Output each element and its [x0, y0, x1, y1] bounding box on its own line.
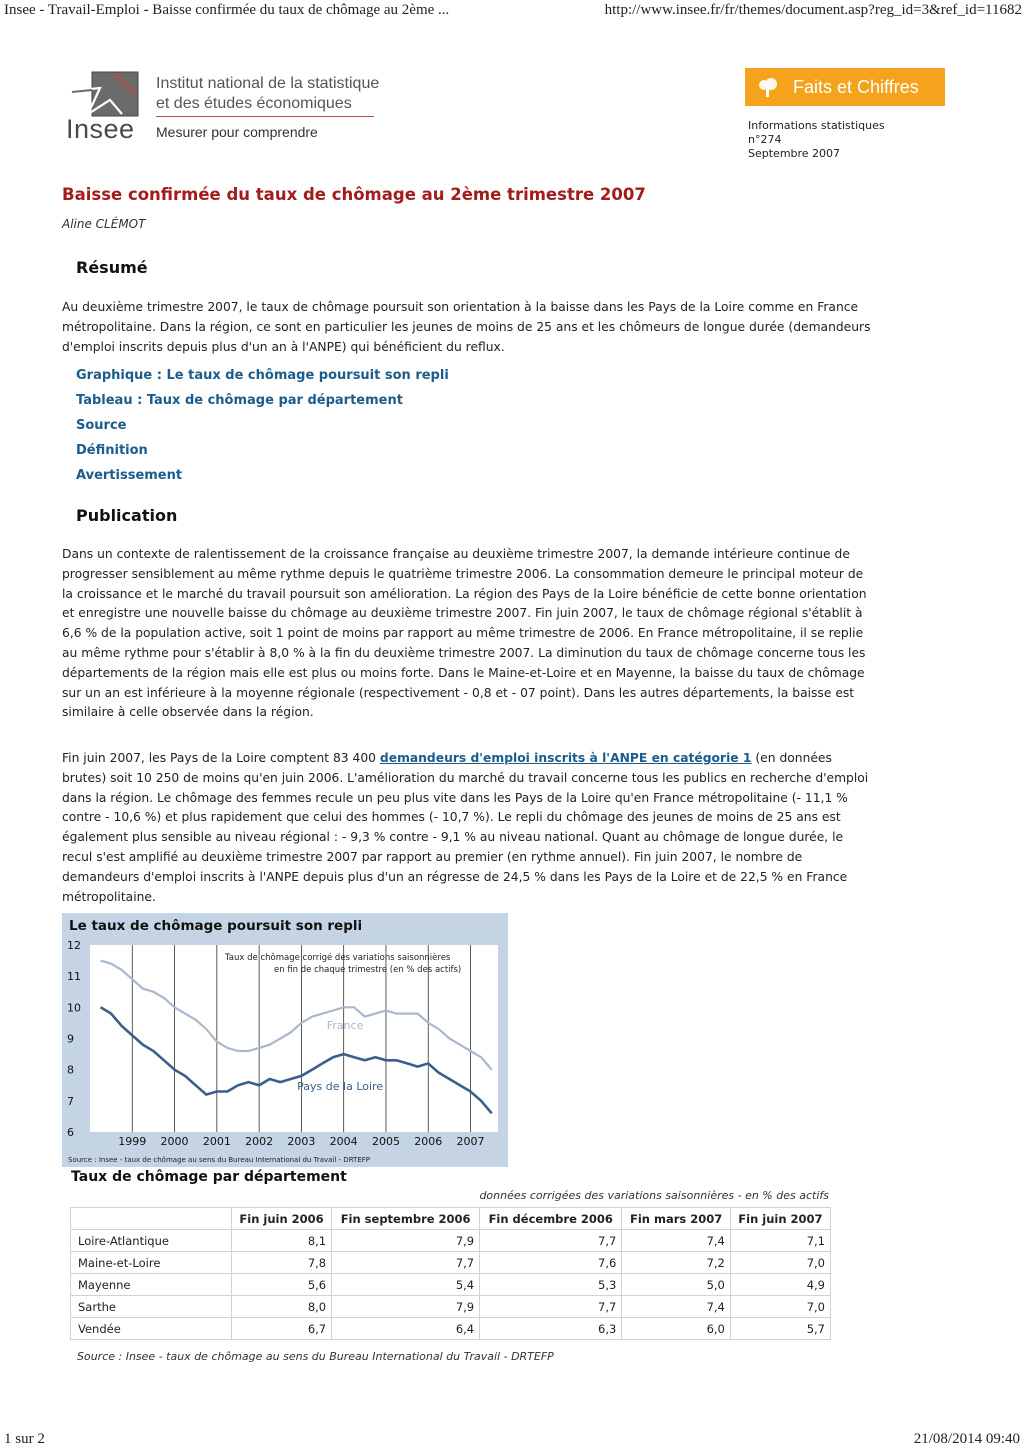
table-cell: 5,3	[480, 1274, 622, 1296]
chart-annotation-line-2: en fin de chaque trimestre (en % des actifs)	[274, 965, 462, 975]
link-demandeurs-emploi[interactable]: demandeurs d'emploi inscrits à l'ANPE en catégorie 1	[379, 751, 752, 765]
table-cell: 7,6	[480, 1252, 622, 1274]
table-cell: Vendée	[71, 1318, 232, 1340]
faits-et-chiffres-badge[interactable]	[745, 68, 945, 106]
table-title: Taux de chômage par département	[71, 1169, 347, 1185]
table-cell: 7,0	[730, 1296, 830, 1318]
publication-date: Septembre 2007	[748, 147, 841, 160]
print-footer-datetime: 21/08/2014 09:40	[913, 1431, 1020, 1447]
table-header-cell: Fin juin 2007	[730, 1208, 830, 1230]
paragraph-2-start: Fin juin 2007, les Pays de la Loire comptent 83 400	[62, 751, 380, 765]
table-cell: 5,7	[730, 1318, 830, 1340]
x-tick-label: 2002	[245, 1135, 274, 1148]
institute-name	[156, 74, 379, 114]
table-cell: 5,4	[332, 1274, 480, 1296]
y-tick-label: 11	[67, 970, 81, 984]
table-header-cell	[71, 1208, 232, 1230]
table-cell: Sarthe	[71, 1296, 232, 1318]
y-tick-label: 9	[67, 1032, 74, 1046]
table-cell: 7,9	[332, 1230, 480, 1252]
x-tick-label: 2006	[414, 1135, 443, 1148]
y-tick-label: 7	[67, 1094, 74, 1108]
summary-text: Au deuxième trimestre 2007, le taux de chômage poursuit son orientation à la baisse dans les Pays de la Loire comme en France métropolitaine. Dans la région, ce sont en particulier les jeunes de moins de 25 ans et les chômeurs de longue durée (demandeurs d'emploi inscrits depuis plus d'un an à l'ANPE) qui bénéficient du reflux.	[62, 300, 871, 354]
table-header-cell: Fin mars 2007	[622, 1208, 731, 1230]
table-cell: 7,4	[622, 1230, 731, 1252]
x-tick-label: 2005	[371, 1135, 400, 1148]
insee-wordmark: Insee	[66, 114, 135, 144]
paragraph-2-end: (en données brutes) soit 10 250 de moins qu'en juin 2006. L'amélioration du marché du travail concerne tous les publics en recherche d'emploi dans la région. Le chômage des femmes recule un peu plus vite dans les Pays de la Loire qu'en France métropolitaine (- 11,1 % contre - 10,6 %) et plus rapidement que celui des hommes (- 10,7 %). Le repli du chômage des jeunes de moins de 25 ans est également plus sensible au niveau régional : - 9,3 % contre - 9,1 % au niveau national. Quant au chômage de longue durée, le recul s'est amplifié au deuxième trimestre 2007 par rapport au premier (en rythme annuel). Fin juin 2007, le nombre de demandeurs d'emploi inscrits à l'ANPE depuis plus d'un an régresse de 24,5 % dans les Pays de la Loire et de 22,5 % en France métropolitaine.	[62, 751, 869, 904]
print-footer	[0, 1428, 1024, 1448]
publication-paragraph-2	[62, 749, 877, 907]
table-cell: 7,7	[480, 1296, 622, 1318]
table-cell: 7,7	[332, 1252, 480, 1274]
publication-paragraph-1: Dans un contexte de ralentissement de la croissance française au deuxième trimestre 2007, la demande intérieure continue de progresser sensiblement au même rythme depuis le quatrième trimestre 2006. La consommation demeure le principal moteur de la croissance et le marché du travail poursuit son amélioration. La région des Pays de la Loire bénéficie de cette bonne orientation et enregistre une nouvelle baisse du chômage au deuxième trimestre 2007. Fin juin 2007, le taux de chômage régional s'établit à 6,6 % de la population active, soit 1 point de moins par rapport au même trimestre de 2006. En France métropolitaine, il se replie au même rythme pour s'établir à 8,0 % à la fin du deuxième trimestre 2007. La diminution du taux de chômage concerne tous les départements de la région mais elle est plus ou moins forte. Dans le Maine-et-Loire et en Mayenne, la baisse du taux de chômage sur un an est inférieure à la moyenne régionale (respectivement - 0,8 et - 07 point). Dans les autres départements, la baisse est similaire à celle observée dans la région.	[62, 547, 867, 720]
chart-title: Le taux de chômage poursuit son repli	[69, 918, 363, 934]
x-tick-label: 2003	[287, 1135, 316, 1148]
x-tick-label: 2001	[202, 1135, 231, 1148]
table-row	[71, 1296, 831, 1318]
print-header-url[interactable]: http://www.insee.fr/fr/themes/document.asp?reg_id=3&ref_id=11682	[604, 2, 1022, 18]
table-cell: 6,0	[622, 1318, 731, 1340]
table-header-cell: Fin juin 2006	[232, 1208, 332, 1230]
chart-source: Source : Insee - taux de chômage au sens du Bureau International du Travail - DRTEFP	[68, 1156, 371, 1164]
department-table	[70, 1207, 831, 1340]
table-header-row	[71, 1208, 831, 1230]
article-title: Baisse confirmée du taux de chômage au 2ème trimestre 2007	[62, 185, 646, 204]
y-tick-label: 12	[67, 939, 81, 952]
link-tableau[interactable]: Tableau : Taux de chômage par département	[76, 393, 403, 408]
table-cell: 7,2	[622, 1252, 731, 1274]
publication-series: Informations statistiques	[748, 119, 885, 132]
x-tick-label: 1999	[118, 1135, 147, 1148]
print-header-title: Insee - Travail-Emploi - Baisse confirmée du taux de chômage au 2ème ...	[4, 2, 450, 18]
link-avertissement[interactable]: Avertissement	[76, 468, 183, 483]
unemployment-chart-plot	[62, 913, 508, 1167]
publication-heading: Publication	[76, 506, 178, 525]
badge-label: Faits et Chiffres	[793, 77, 919, 97]
table-row	[71, 1318, 831, 1340]
series-label: France	[326, 1019, 364, 1033]
table-cell: Maine-et-Loire	[71, 1252, 232, 1274]
print-header	[0, 2, 1024, 22]
x-tick-label: 2007	[456, 1135, 485, 1148]
table-cell: Loire-Atlantique	[71, 1230, 232, 1252]
publication-number: n°274	[748, 133, 782, 146]
x-tick-label: 2000	[160, 1135, 189, 1148]
y-tick-label: 8	[67, 1063, 74, 1077]
table-cell: 5,0	[622, 1274, 731, 1296]
tree-icon	[757, 77, 779, 97]
logo-motto: Mesurer pour comprendre	[156, 124, 318, 140]
table-row	[71, 1230, 831, 1252]
table-cell: 7,1	[730, 1230, 830, 1252]
x-tick-label: 2004	[329, 1135, 358, 1148]
link-source[interactable]: Source	[76, 418, 127, 433]
table-row	[71, 1274, 831, 1296]
publication-info	[748, 119, 885, 161]
institute-line-1: Institut national de la statistique	[156, 75, 380, 92]
table-source: Source : Insee - taux de chômage au sens du Bureau International du Travail - DRTEFP	[77, 1350, 554, 1363]
table-cell: 8,0	[232, 1296, 332, 1318]
table-cell: 6,3	[480, 1318, 622, 1340]
link-graphique[interactable]: Graphique : Le taux de chômage poursuit son repli	[76, 368, 449, 383]
table-cell: 6,4	[332, 1318, 480, 1340]
table-cell: 7,8	[232, 1252, 332, 1274]
unemployment-chart	[62, 913, 508, 1167]
y-tick-label: 6	[67, 1126, 74, 1139]
table-cell: Mayenne	[71, 1274, 232, 1296]
table-cell: 7,7	[480, 1230, 622, 1252]
table-header-cell: Fin septembre 2006	[332, 1208, 480, 1230]
institute-line-2: et des études économiques	[156, 95, 352, 112]
table-header-cell: Fin décembre 2006	[480, 1208, 622, 1230]
series-label: Pays de la Loire	[297, 1079, 384, 1093]
table-cell: 7,9	[332, 1296, 480, 1318]
link-definition[interactable]: Définition	[76, 443, 148, 458]
table-cell: 7,4	[622, 1296, 731, 1318]
insee-logo[interactable]	[64, 68, 404, 148]
article-links	[76, 366, 449, 491]
y-tick-label: 10	[67, 1001, 81, 1015]
summary-heading: Résumé	[76, 258, 148, 277]
print-footer-page: 1 sur 2	[4, 1431, 45, 1447]
table-cell: 5,6	[232, 1274, 332, 1296]
table-cell: 6,7	[232, 1318, 332, 1340]
table-cell: 8,1	[232, 1230, 332, 1252]
article-author: Aline CLÉMOT	[62, 217, 146, 231]
insee-logo-mark-icon	[70, 70, 140, 120]
table-row	[71, 1252, 831, 1274]
logo-divider	[156, 116, 374, 117]
table-cell: 7,0	[730, 1252, 830, 1274]
table-note: données corrigées des variations saisonnières - en % des actifs	[479, 1189, 829, 1202]
table-cell: 4,9	[730, 1274, 830, 1296]
chart-annotation-line-1: Taux de chômage corrigé des variations saisonnières	[225, 953, 451, 963]
